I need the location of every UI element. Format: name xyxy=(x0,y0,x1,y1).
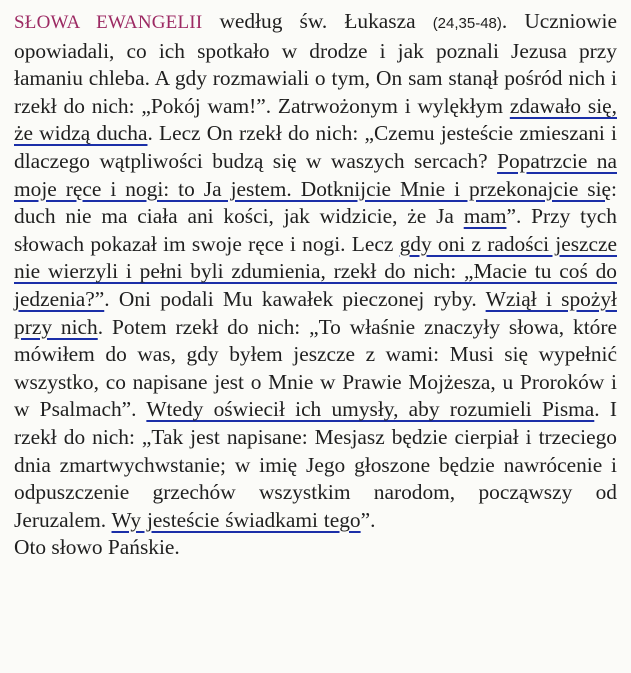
underlined-phrase: Wy jesteście świadkami tego xyxy=(111,507,361,532)
underlined-phrase: gdy oni z radości jeszcze nie wierzyli i pełni byli zdumienia, rzekł do nich: „Macie tu coś do jedzenia?” xyxy=(14,231,617,311)
reading-reference: (24,35-48) xyxy=(432,15,502,32)
text-segment: ”. xyxy=(360,507,376,532)
underlined-phrase: mam xyxy=(463,204,507,229)
text-segment: : duch nie ma ciała ani kości, jak widzicie, że Ja xyxy=(14,176,617,229)
text-segment: . Oni podali Mu kawałek pieczonej ryby. xyxy=(104,286,486,311)
underlined-phrase: Popatrzcie na moje ręce i nogi: to Ja jestem. Dotknijcie Mnie i przekonajcie się xyxy=(14,148,617,201)
gospel-text xyxy=(14,8,617,534)
text-segment: . I rzekł do nich: „Tak jest napisane: Mesjasz będzie cierpiał i trzeciego dnia zmartwychwstanie; w imię Jego głoszone będzie nawrócenie i odpuszczenie grzechów wszystkim narodom, począwszy od Jeruzalem. xyxy=(14,397,617,532)
text-segment: . Uczniowie opowiadali, co ich spotkało w drodze i jak poznali Jezusa przy łamaniu chleba. A gdy rozmawiali o tym, On sam stanął pośród nich i rzekł do nich: „Pokój wam!”. Zatrwożonym i wylękłym xyxy=(14,9,617,118)
underlined-phrase: zdawało się, że widzą ducha xyxy=(14,93,617,146)
text-segment: . Potem rzekł do nich: „To właśnie znaczyły słowa, które mówiłem do was, gdy byłem jeszcze z wami: Musi się wypełnić wszystko, co napisane jest o Mnie w Prawie Mojżesza, u Proroków i w Psalmach”. xyxy=(14,314,617,422)
text-segment: . Lecz On rzekł do nich: „Czemu jesteście zmieszani i dlaczego wątpliwości budzą się w waszych sercach? xyxy=(14,121,617,173)
reading-heading: SŁOWA EWANGELII xyxy=(14,12,203,33)
text-segment: ”. Przy tych słowach pokazał im swoje ręce i nogi. Lecz xyxy=(14,204,617,256)
underlined-phrase: Wtedy oświecił ich umysły, aby rozumieli Pisma xyxy=(146,397,595,422)
reading-ending: Oto słowo Pańskie. xyxy=(14,535,180,560)
reading-intro: według św. Łukasza xyxy=(202,9,433,33)
underlined-phrase: Wziął i spożył przy nich xyxy=(14,286,617,339)
